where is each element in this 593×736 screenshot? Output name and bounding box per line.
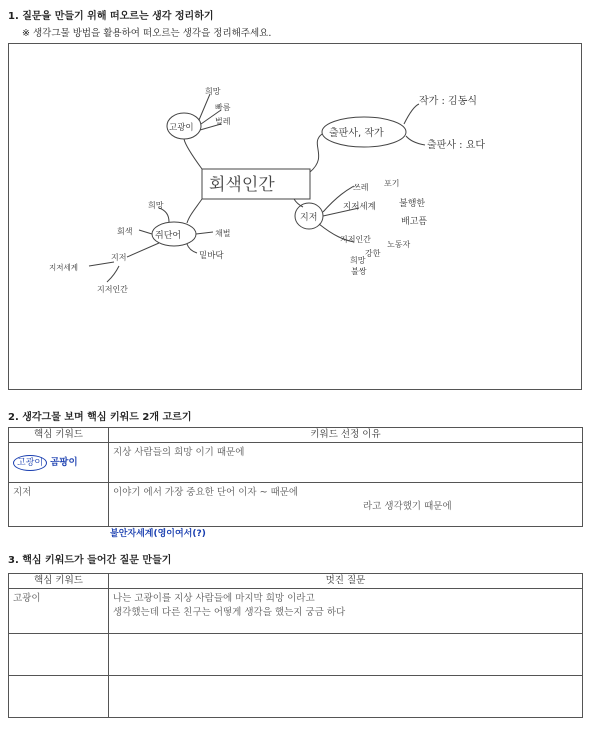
question-line: [109, 634, 582, 640]
keyword-text: [9, 634, 108, 640]
mindmap-node-top-left: 고광이: [169, 123, 194, 133]
mindmap-leaf: 채벌: [215, 229, 231, 238]
reason-cell: [109, 483, 583, 527]
mindmap-box: [8, 43, 582, 390]
mindmap-node-bottom-left: 쥐단어: [155, 231, 182, 241]
keyword-cell: [9, 589, 109, 634]
mindmap-leaf: 불쌍: [351, 267, 367, 276]
reason-blue-note: 불안자세계(영이여서(?): [110, 529, 206, 539]
mindmap-leaf: 벌레: [215, 117, 231, 126]
mindmap-leaf: 지저: [111, 253, 127, 262]
question-line: [109, 676, 582, 682]
table-header-row: [9, 574, 583, 589]
keyword-cell: [9, 634, 109, 676]
keyword-cell: [9, 483, 109, 527]
mindmap-leaf: 빠름: [215, 103, 231, 112]
mindmap-leaf: 희망: [205, 87, 221, 96]
mindmap-leaf: 배고픔: [401, 217, 428, 227]
question-line: 생각했는데 다른 친구는 어떻게 생각을 했는지 궁금 하다: [113, 607, 346, 618]
question-cell: [109, 676, 583, 718]
mindmap-leaf: 노동자: [387, 240, 411, 249]
table-row: [9, 443, 583, 483]
mindmap-leaf: 희망: [350, 256, 366, 265]
table-row: [9, 634, 583, 676]
mindmap-leaf: 쓰레: [353, 183, 369, 192]
mindmap-leaf: 지저인간: [97, 285, 128, 294]
reason-text: 지상 사람들의 희망 이기 때문에: [113, 447, 245, 458]
question-table: [8, 573, 583, 718]
reason-text: 이야기 에서 가장 중요한 단어 이자 ~ 때문에: [113, 487, 299, 498]
mindmap-leaf: 작가 : 김동식: [419, 96, 478, 107]
table-row: [9, 589, 583, 634]
column-header: 키워드 선정 이유: [109, 428, 583, 443]
question-cell: [109, 634, 583, 676]
table-row: [9, 676, 583, 718]
mindmap-drawing: [9, 44, 581, 389]
keyword-reason-table: [8, 427, 583, 527]
keyword-cell: [9, 676, 109, 718]
mindmap-center: 회색인간: [209, 175, 275, 195]
mindmap-node-bottom-right: 지저: [300, 213, 318, 223]
keyword-cell: [9, 443, 109, 483]
mindmap-leaf: 회색: [117, 227, 133, 236]
table-row: [9, 483, 583, 527]
mindmap-leaf: 밑바닥: [199, 251, 224, 261]
section3-title: 3. 핵심 키워드가 들어간 질문 만들기: [8, 555, 172, 566]
question-cell: [109, 589, 583, 634]
keyword-blue: 곰팡이: [50, 457, 78, 468]
reason-text-line2: 라고 생각했기 때문에: [363, 501, 452, 512]
mindmap-node-top-right: 출판사, 작가: [329, 128, 384, 139]
mindmap-leaf: 포기: [384, 179, 400, 188]
keyword-text: 고광이: [13, 593, 41, 604]
section1-note: ※ 생각그물 방법을 활용하여 떠오르는 생각을 정리해주세요.: [22, 28, 272, 39]
column-header: 핵심 키워드: [9, 428, 109, 443]
mindmap-leaf: 희망: [148, 201, 164, 210]
section2-title: 2. 생각그물 보며 핵심 키워드 2개 고르기: [8, 412, 192, 423]
mindmap-leaf: 불행한: [399, 199, 426, 209]
reason-cell: [109, 443, 583, 483]
mindmap-leaf: 지저세계: [343, 202, 376, 212]
mindmap-leaf: 강한: [365, 249, 381, 258]
table-header-row: [9, 428, 583, 443]
column-header: 멋진 질문: [109, 574, 583, 589]
column-header: 핵심 키워드: [9, 574, 109, 589]
mindmap-leaf: 지저세계: [49, 263, 78, 272]
question-line: 나는 고광이를 지상 사람들에 마지막 희망 이라고: [113, 593, 315, 604]
mindmap-leaf: 지저인간: [340, 235, 371, 244]
mindmap-leaf: 출판사 : 요다: [427, 140, 486, 151]
keyword-text: [9, 676, 108, 682]
section1-title: 1. 질문을 만들기 위해 떠오르는 생각 정리하기: [8, 11, 214, 22]
keyword-circled: 고광이: [13, 455, 47, 471]
keyword-text: 지저: [13, 487, 32, 498]
